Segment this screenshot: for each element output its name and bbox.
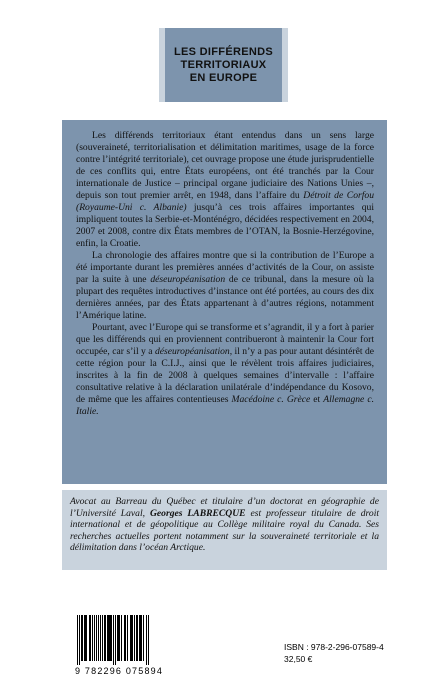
author-bio [62, 490, 387, 570]
barcode-bar [111, 615, 112, 661]
summary-p3-and: et [310, 394, 324, 405]
summary-panel [62, 120, 387, 484]
summary-p2-text-b: de ce tribunal, dans la mesure où la plupart des requêtes introductives d’instance ont été portées, au cours des dix dernières années, par des États appartenant à d’autres régions, notamment l’Amérique latine. [76, 274, 374, 321]
barcode-bar [81, 615, 83, 661]
barcode-bar [92, 615, 93, 661]
summary-p1-case: Détroit de Corfou (Royaume-Uni c. Albanie) [76, 190, 374, 213]
barcode-bar [136, 615, 138, 661]
barcode-bar [100, 615, 101, 661]
barcode-bar [141, 615, 142, 661]
barcode-bar [102, 615, 103, 661]
barcode-bar [109, 615, 111, 661]
barcode-bar [117, 615, 119, 661]
barcode-bar [146, 615, 147, 665]
barcode-digits: 9 782296 075894 [75, 666, 164, 676]
barcode-bar [77, 615, 78, 665]
summary-p2-text-a: La chronologie des affaires montre que si la contribution de l’Europe a été importante durant les premières années d’activités de la Cour, on assiste par la suite à une [76, 250, 374, 285]
barcode-bar [115, 615, 116, 665]
barcode-bar [143, 615, 144, 661]
isbn-number: ISBN : 978-2-296-07589-4 [284, 642, 384, 652]
barcode-bar [104, 615, 106, 661]
author-bio-text [70, 496, 379, 554]
barcode-bar [130, 615, 132, 661]
barcode-bar [119, 615, 120, 661]
author-name: Georges LABRECQUE [149, 507, 246, 519]
isbn-block [284, 641, 384, 665]
summary-p2-em: déseuropéanisation [150, 274, 226, 285]
barcode-bar [79, 615, 80, 665]
barcode-bar [132, 615, 133, 661]
book-title-box [159, 28, 288, 102]
summary-paragraph-3 [76, 322, 374, 418]
barcode-bar [113, 615, 114, 665]
summary-p1-text-b: jusqu’à ces trois affaires importantes qui impliquent toutes la Serbie-et-Monténégro, décidées respectivement en 2004, 2007 et 2008, contre dix États membres de l’OTAN, la Bosnie-Herzégovine, enfin, la Croatie. [76, 202, 374, 249]
barcode-bar [127, 615, 128, 661]
title-line-2: TERRITORIAUX [180, 58, 267, 71]
barcode-box [63, 609, 205, 681]
barcode-image [75, 615, 193, 665]
summary-p3-em: déseuropéanisation, [154, 346, 233, 357]
barcode-bar [84, 615, 86, 661]
barcode-bar [89, 615, 91, 661]
summary-text [76, 130, 374, 418]
barcode-bar [139, 615, 141, 661]
summary-p3-text-b: il n’y a pas pour autant désintérêt de cette région pour la C.I.J., ainsi que le révèlent trois affaires judiciaires, inscrites à la fin de 2008 à quelques semaines d’intervalle : l’affaire consultative relative à la déclaration unilatérale d’indépendance du Kosovo, de même que les affaires contentieuses [76, 346, 374, 405]
author-bio-text-a: Avocat au Barreau du Québec et titulaire d’un doctorat en géographie de l’Université Laval, [70, 496, 379, 519]
summary-p3-case-2: Allemagne c. Italie. [76, 394, 374, 417]
summary-paragraph-1 [76, 130, 374, 250]
barcode-bar [96, 615, 97, 661]
barcode-bar [124, 615, 126, 661]
barcode-bar [98, 615, 99, 661]
barcode-bar [148, 615, 149, 665]
barcode-bar [94, 615, 95, 661]
barcode-bar [121, 615, 122, 661]
summary-p3-case-1: Macédoine c. Grèce [231, 394, 311, 405]
barcode-bar [86, 615, 87, 661]
title-line-3: EN EUROPE [189, 71, 258, 84]
summary-p3-text-a: Pourtant, avec l’Europe qui se transforme et s’agrandit, il y a fort à parier que les différends qui en proviennent contribueront à maintenir la Cour fort occupée, car s’il y a [76, 322, 374, 357]
author-bio-text-b: est professeur titulaire de droit international et de géopolitique au Collège militaire royal du Canada. Ses recherches actuelles portent notamment sur la souveraineté territoriale et la délimitation dans l’océan Arctique. [70, 507, 380, 554]
summary-paragraph-2 [76, 250, 374, 322]
price: 32,50 € [284, 654, 313, 664]
summary-p1-text-a: Les différends territoriaux étant entendus dans un sens large (souveraineté, territorialisation et délimitation maritimes, usage de la force contre l’intégrité territoriale), cet ouvrage propose une étude jurisprudentielle de ces conflits qui, entre États européens, ont été tranchés par la Cour internationale de Justice – principal organe judiciaire des Nations Unies –, depuis son tout premier arrêt, en 1948, dans l’affaire du [76, 130, 374, 201]
barcode-bar [134, 615, 135, 661]
title-line-1: LES DIFFÉRENDS [174, 45, 273, 58]
barcode-bar [107, 615, 109, 661]
